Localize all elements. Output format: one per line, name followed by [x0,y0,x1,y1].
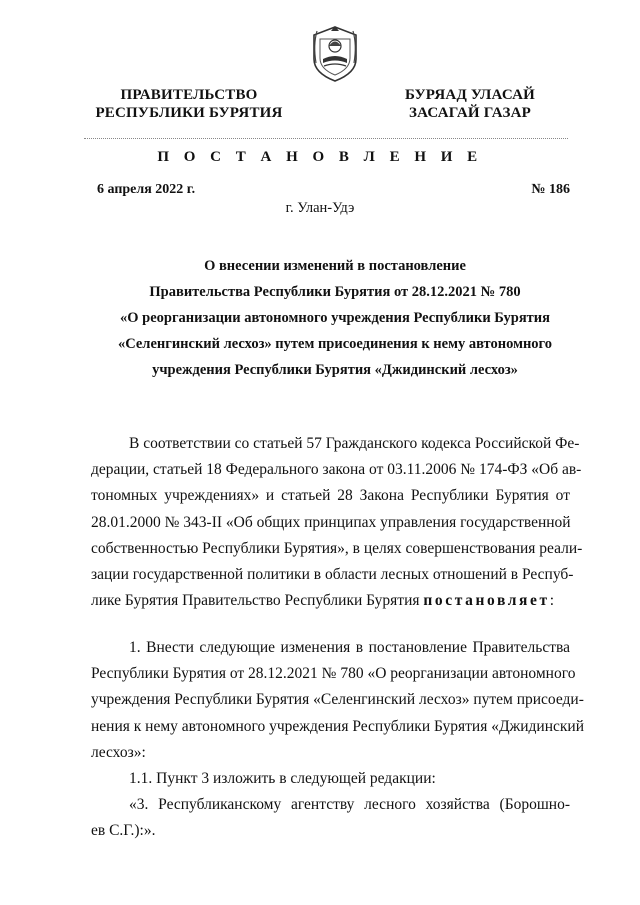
government-name-bua-line1: БУРЯАД УЛАСАЙ [404,87,536,103]
preamble-last-text: лике Бурятия Правительство Республики Бурятия [91,592,424,610]
preamble-line: дерации, статьей 18 Федерального закона от 03.11.2006 № 174-ФЗ «Об ав- [91,461,582,479]
government-name-bua [380,86,560,122]
document-date: 6 апреля 2022 г. [97,182,196,197]
government-name-ru-line2: РЕСПУБЛИКИ БУРЯТИЯ [95,105,283,121]
item1-line: нения к нему автономного учреждения Республики Бурятия «Джидинский [91,717,585,735]
item1-line: лесхоз»: [91,743,146,761]
preamble-line: В соответствии со статьей 57 Гражданского кодекса Российской Фе- [129,435,580,452]
document-heading [100,253,570,383]
decree-colon: : [549,592,555,610]
preamble-line: собственностью Республики Бурятия», в целях совершенствования реали- [91,539,583,557]
document-city: г. Улан-Удэ [285,200,355,216]
preamble-last-line [91,588,570,614]
item-1-1-line: 1.1. Пункт 3 изложить в следующей редакции: [129,770,436,788]
government-name-ru-line1: ПРАВИТЕЛЬСТВО [120,87,258,103]
preamble-line: зации государственной политики в области лесных отношений в Респуб- [91,566,574,584]
document-type-title: П О С Т А Н О В Л Е Н И Е [157,149,483,165]
preamble-line: тономных учреждениях» и статьей 28 Закона Республики Бурятия от [91,487,570,505]
document-number: № 186 [531,182,570,197]
heading-line: «Селенгинский лесхоз» путем присоединения к нему автономного [117,336,553,352]
item3-line: «3. Республиканскому агентству лесного хозяйства (Борошно- [129,796,570,814]
item1-line: Республики Бурятия от 28.12.2021 № 780 «О реорганизации автономного [91,665,576,683]
coat-of-arms-emblem [309,25,361,83]
government-name-ru [84,86,294,122]
item1-line: 1. Внести следующие изменения в постановление Правительства [129,639,570,656]
preamble-paragraph [91,431,583,614]
item-1-paragraph [91,635,585,845]
heading-line: учреждения Республики Бурятия «Джидинский лесхоз» [152,362,518,378]
decree-word: постановляет [423,592,550,610]
heading-line: «О реорганизации автономного учреждения Республики Бурятия [119,310,551,326]
item1-line: учреждения Республики Бурятия «Селенгинский лесхоз» путем присоеди- [91,691,584,709]
heading-line: Правительства Республики Бурятия от 28.12.2021 № 780 [149,284,521,300]
preamble-line: 28.01.2000 № 343-II «Об общих принципах управления государственной [91,513,571,531]
item3-line: ев С.Г.):». [91,822,156,840]
heading-line: О внесении изменений в постановление [204,258,466,274]
government-name-bua-line2: ЗАСАГАЙ ГАЗАР [409,105,531,121]
header-divider [84,138,568,139]
